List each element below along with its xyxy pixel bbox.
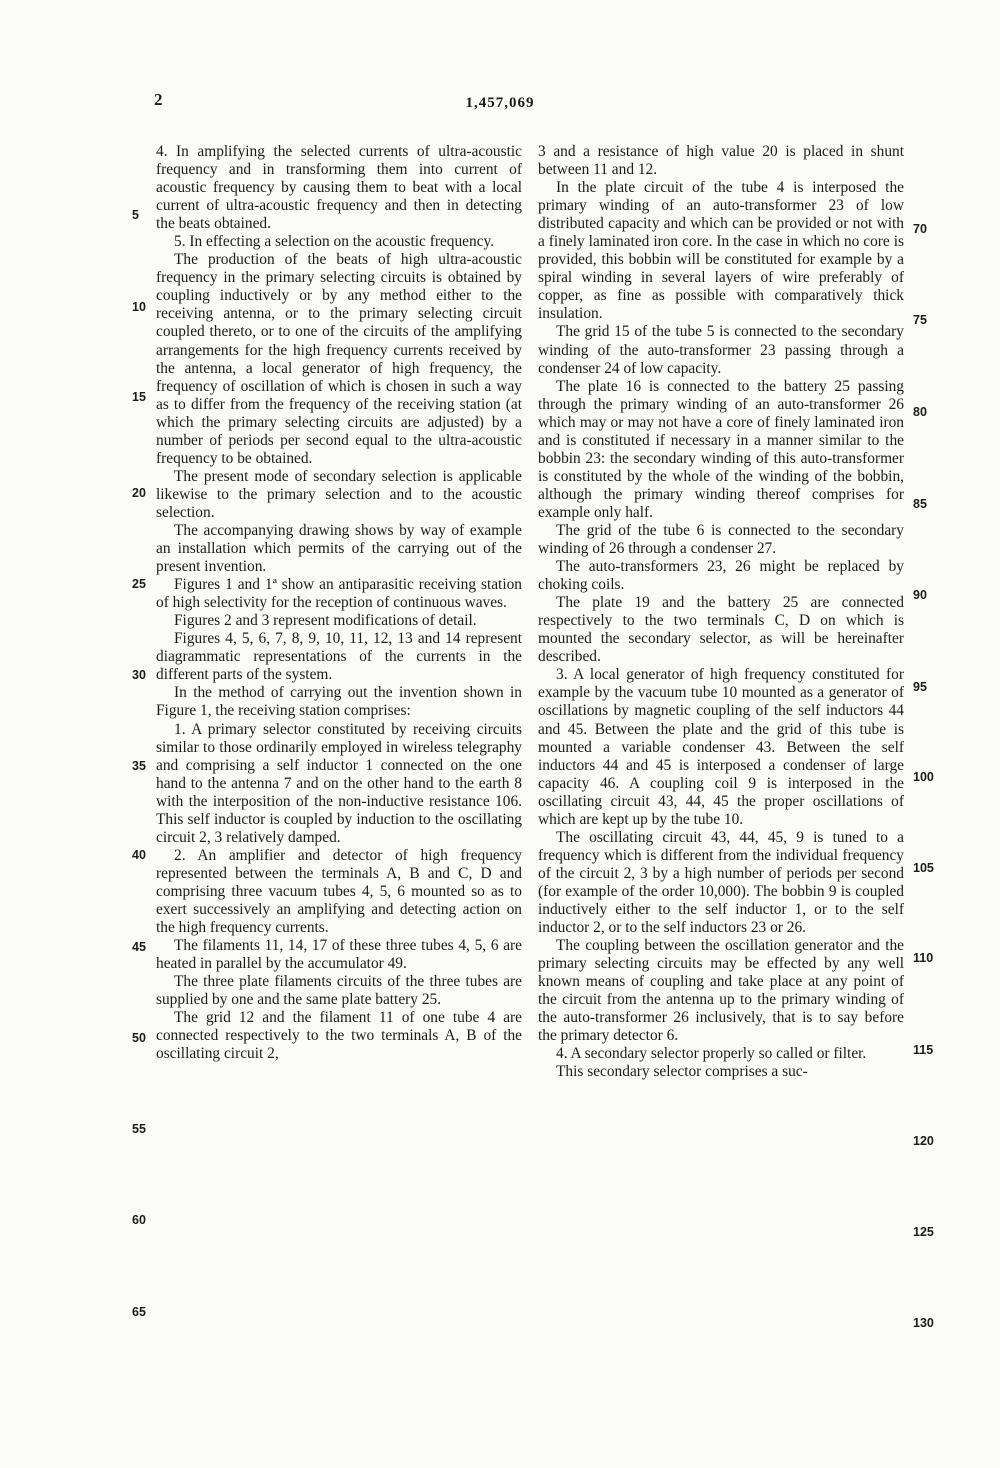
page-number: 2	[154, 90, 163, 109]
line-number: 20	[132, 486, 146, 500]
paragraph: Figures 2 and 3 represent modifications of detail.	[174, 612, 477, 630]
line-number: 65	[132, 1305, 146, 1319]
paragraph: This secondary selector comprises a suc-	[556, 1063, 808, 1081]
line-number: 85	[913, 497, 927, 511]
right-text-column	[538, 143, 904, 1081]
line-number: 35	[132, 759, 146, 773]
line-number: 115	[913, 1043, 934, 1057]
paragraph: The grid of the tube 6 is connected to the secondary winding of 26 through a condenser 27.	[538, 521, 904, 558]
paragraph: 4. In amplifying the selected currents of ultra-acoustic frequency and in transforming them into current of acoustic frequency by causing them to beat with a local current of ultra-acoustic frequency and then in detecting the beats obtained.	[156, 143, 522, 233]
line-number: 120	[913, 1134, 934, 1148]
paragraph: Figures 1 and 1ª show an antiparasitic receiving station of high selectivity for the reception of continuous waves.	[156, 576, 522, 612]
paragraph: The grid 15 of the tube 5 is connected to the secondary winding of the auto-transformer 23 passing through a condenser 24 of low capacity.	[538, 323, 904, 377]
line-number: 110	[913, 951, 934, 965]
paragraph: The accompanying drawing shows by way of example an installation which permits of the carrying out of the present invention.	[156, 521, 522, 576]
paragraph: The filaments 11, 14, 17 of these three tubes 4, 5, 6 are heated in parallel by the accumulator 49.	[156, 937, 522, 973]
line-number: 15	[132, 390, 146, 404]
line-number: 130	[913, 1316, 934, 1330]
line-number: 70	[913, 222, 927, 236]
paragraph: The coupling between the oscillation generator and the primary selecting circuits may be effected by any well known means of coupling and take place at any point of the circuit from the antenna up to the primary winding of the auto-transformer 26 inclusively, that is to say before the primary detector 6.	[538, 937, 904, 1045]
line-number: 90	[913, 588, 927, 602]
paragraph: The production of the beats of high ultra-acoustic frequency in the primary selecting circuits is obtained by coupling inductively or by any method either to the receiving antenna, or to the primary selecting circuit coupled thereto, or to one of the circuits of the amplifying arrangements for the high frequency currents received by the antenna, a local generator of high frequency, the frequency of oscillation of which is chosen in such a way as to differ from the frequency of the receiving station (at which the primary selecting circuits are adjusted) by a number of periods per second equal to the ultra-acoustic frequency to be obtained.	[156, 251, 522, 467]
paragraph: 3. A local generator of high frequency constituted for example by the vacuum tube 10 mounted as a generator of oscillations by magnetic coupling of the self inductors 44 and 45. Between the plate and the grid of this tube is mounted a variable condenser 43. Between the self inductors 44 and 45 is interposed a condenser of large capacity 46. A coupling coil 9 is interposed in the oscillating circuit 43, 44, 45 the proper oscillations of which are kept up by the tube 10.	[538, 666, 904, 828]
paragraph: The auto-transformers 23, 26 might be replaced by choking coils.	[538, 558, 904, 594]
line-number: 105	[913, 861, 934, 875]
line-number: 125	[913, 1225, 934, 1239]
line-number: 80	[913, 405, 927, 419]
paragraph: 5. In effecting a selection on the acoustic frequency.	[174, 233, 495, 251]
paragraph: 2. An amplifier and detector of high frequency represented between the terminals A, B and C, D and comprising three vacuum tubes 4, 5, 6 mounted so as to exert successively an amplifying and detecting action on the high frequency currents.	[156, 846, 522, 937]
paragraph: In the plate circuit of the tube 4 is interposed the primary winding of an auto-transformer 23 of low distributed capacity and which can be provided or not with a finely laminated iron core. In the case in which no core is provided, this bobbin will be constituted for example by a spiral winding in several layers of wire preferably of copper, as fine as possible with comparatively thick insulation.	[538, 179, 904, 323]
paragraph: The grid 12 and the filament 11 of one tube 4 are connected respectively to the two terminals A, B of the oscillating circuit 2,	[156, 1009, 522, 1063]
paragraph: Figures 4, 5, 6, 7, 8, 9, 10, 11, 12, 13 and 14 represent diagrammatic representations of the currents in the different parts of the system.	[156, 630, 522, 684]
line-number: 95	[913, 680, 927, 694]
paragraph: The plate 16 is connected to the battery 25 passing through the primary winding of an auto-transformer 26 which may or may not have a core of finely laminated iron and is constituted if necessary in a manner similar to the bobbin 23: the secondary winding of this auto-transformer is constituted by the whole of the winding of the bobbin, although the primary winding thereof comprises for example only half.	[538, 377, 904, 521]
paragraph: The oscillating circuit 43, 44, 45, 9 is tuned to a frequency which is different from the individual frequency of the circuit 2, 3 by a high number of periods per second (for example of the order 10,000). The bobbin 9 is coupled inductively either to the self inductor 1, or to the self inductor 2, or to the self inductors 23 or 26.	[538, 828, 904, 937]
line-number: 10	[132, 300, 146, 314]
paragraph: The present mode of secondary selection is applicable likewise to the primary selection and to the acoustic selection.	[156, 467, 522, 521]
line-number: 25	[132, 577, 146, 591]
paragraph: The three plate filaments circuits of the three tubes are supplied by one and the same plate battery 25.	[156, 973, 522, 1009]
line-number: 30	[132, 668, 146, 682]
line-number: 40	[132, 848, 146, 862]
line-number: 100	[913, 770, 934, 784]
left-text-column	[156, 143, 522, 1063]
paragraph: In the method of carrying out the invention shown in Figure 1, the receiving station comprises:	[156, 684, 522, 720]
patent-number: 1,457,069	[465, 95, 535, 111]
line-number: 5	[132, 208, 139, 222]
paragraph: The plate 19 and the battery 25 are connected respectively to the two terminals C, D on which is mounted the secondary selector, as will be hereinafter described.	[538, 594, 904, 666]
line-number: 60	[132, 1213, 146, 1227]
line-number: 75	[913, 313, 927, 327]
paragraph: 4. A secondary selector properly so called or filter.	[556, 1045, 867, 1063]
line-number: 55	[132, 1122, 146, 1136]
paragraph: 3 and a resistance of high value 20 is placed in shunt between 11 and 12.	[538, 143, 904, 179]
paragraph: 1. A primary selector constituted by receiving circuits similar to those ordinarily employed in wireless telegraphy and comprising a self inductor 1 connected on the one hand to the antenna 7 and on the other hand to the earth 8 with the interposition of the non-inductive resistance 106. This self inductor is coupled by induction to the oscillating circuit 2, 3 relatively damped.	[156, 720, 522, 846]
line-number: 45	[132, 940, 146, 954]
line-number: 50	[132, 1031, 146, 1045]
